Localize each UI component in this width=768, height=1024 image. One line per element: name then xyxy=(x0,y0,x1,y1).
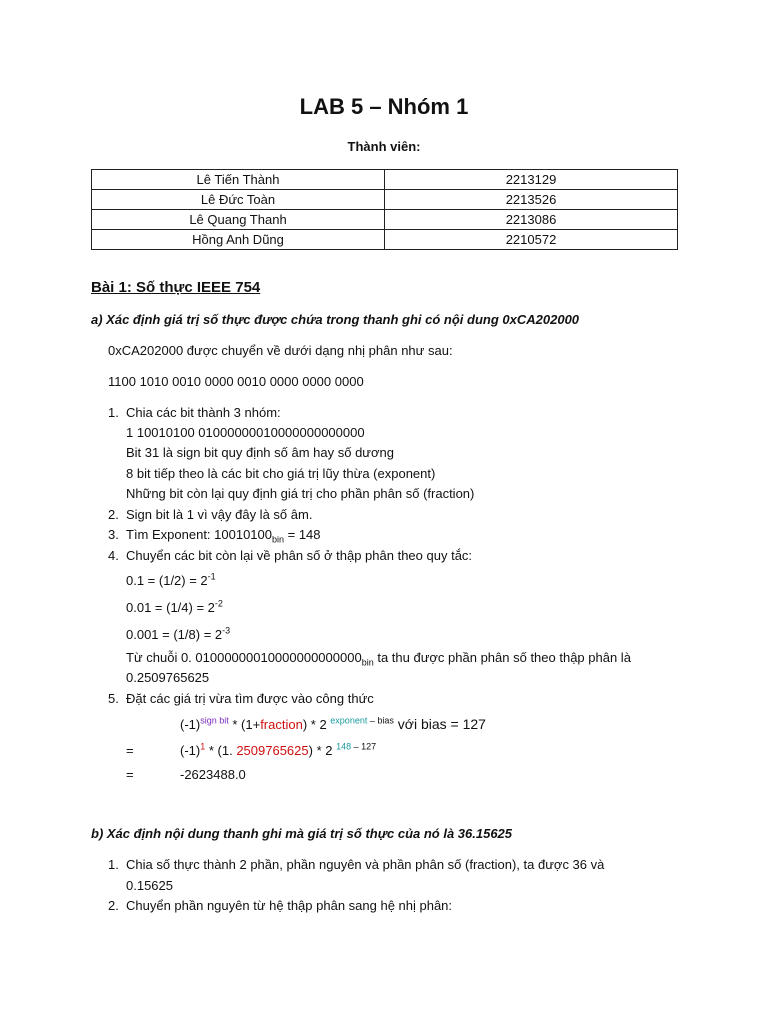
rule-line: $0.01 = (1/4) = 2^{-2}$ xyxy=(126,598,223,615)
member-id: 2213129 xyxy=(385,170,678,190)
table-row xyxy=(92,190,678,210)
table-row xyxy=(92,210,678,230)
member-name: Lê Tiến Thành xyxy=(92,170,385,190)
equals-sign: = xyxy=(126,767,134,782)
table-row xyxy=(92,230,678,250)
list-number: 3. xyxy=(108,527,119,542)
list-number: 2. xyxy=(108,507,119,522)
formula-result: -2623488.0 xyxy=(180,767,246,782)
step1-line: Bit 31 là sign bit quy định số âm hay số dương xyxy=(126,445,394,460)
member-id: 2210572 xyxy=(385,230,678,250)
member-id: 2213086 xyxy=(385,210,678,230)
part-b-step1-line: Chia số thực thành 2 phần, phần nguyên và phần phân số (fraction), ta được 36 và xyxy=(126,857,605,872)
step1-title: Chia các bit thành 3 nhóm: xyxy=(126,405,281,420)
list-number: 5. xyxy=(108,691,119,706)
step1-line: Những bit còn lại quy định giá trị cho phần phân số (fraction) xyxy=(126,486,475,501)
binary-text: 1100 1010 0010 0000 0010 0000 0000 0000 xyxy=(108,374,364,389)
part-a-heading: a) Xác định giá trị số thực được chứa trong thanh ghi có nội dung 0xCA202000 xyxy=(91,312,580,327)
page-title: LAB 5 – Nhóm 1 xyxy=(299,94,469,119)
member-id: 2213526 xyxy=(385,190,678,210)
part-b-step1-line: 0.15625 xyxy=(126,878,173,893)
fraction-value: 0.2509765625 xyxy=(126,670,210,685)
section-heading: Bài 1: Số thực IEEE 754 xyxy=(91,279,261,296)
list-number: 2. xyxy=(108,898,119,913)
table-row xyxy=(92,170,678,190)
list-number: 1. xyxy=(108,405,119,420)
part-b-heading: b) Xác định nội dung thanh ghi mà giá trị số thực của nó là 36.15625 xyxy=(91,826,513,841)
step3-text: Tìm Exponent: $10010100_{bin} = 148$ xyxy=(126,527,321,545)
step2-text: Sign bit là 1 vì vậy đây là số âm. xyxy=(126,507,313,522)
step4-text: Chuyển các bit còn lại về phân số ở thập phân theo quy tắc: xyxy=(126,548,473,563)
rule-line: $0.001 = (1/8) = 2^{-3}$ xyxy=(126,625,231,642)
step5-text: Đặt các giá trị vừa tìm được vào công thức xyxy=(126,691,374,706)
members-table xyxy=(91,169,678,250)
member-name: Hồng Anh Dũng xyxy=(92,230,385,250)
list-number: 4. xyxy=(108,548,119,563)
member-name: Lê Quang Thanh xyxy=(92,210,385,230)
intro-text: 0xCA202000 được chuyển về dưới dạng nhị phân như sau: xyxy=(108,343,453,358)
part-b-step2-text: Chuyển phần nguyên từ hệ thập phân sang hệ nhị phân: xyxy=(126,898,453,913)
from-chain-line: Từ chuỗi 0. $01000000010000000000000_{bin}$ ta thu được phần phân số theo thập phân là xyxy=(126,650,631,668)
list-number: 1. xyxy=(108,857,119,872)
equals-sign: = xyxy=(126,743,134,758)
step1-line: 1 10010100 01000000010000000000000 xyxy=(126,425,365,440)
member-name: Lê Đức Toàn xyxy=(92,190,385,210)
formula-general: $(-1)^{sign bit}$ * (1+fraction) * 2 $^{exponent - bias}$ với bias = 127 xyxy=(180,715,486,732)
rule-line: $0.1 = (1/2) = 2^{-1}$ xyxy=(126,571,216,588)
formula-substituted: $(-1)^1 * (1$. 2509765625) * 2 $^{148 - 127}$ xyxy=(180,741,377,758)
step1-line: 8 bit tiếp theo là các bit cho giá trị lũy thừa (exponent) xyxy=(126,466,436,481)
members-label: Thành viên: xyxy=(347,139,421,154)
